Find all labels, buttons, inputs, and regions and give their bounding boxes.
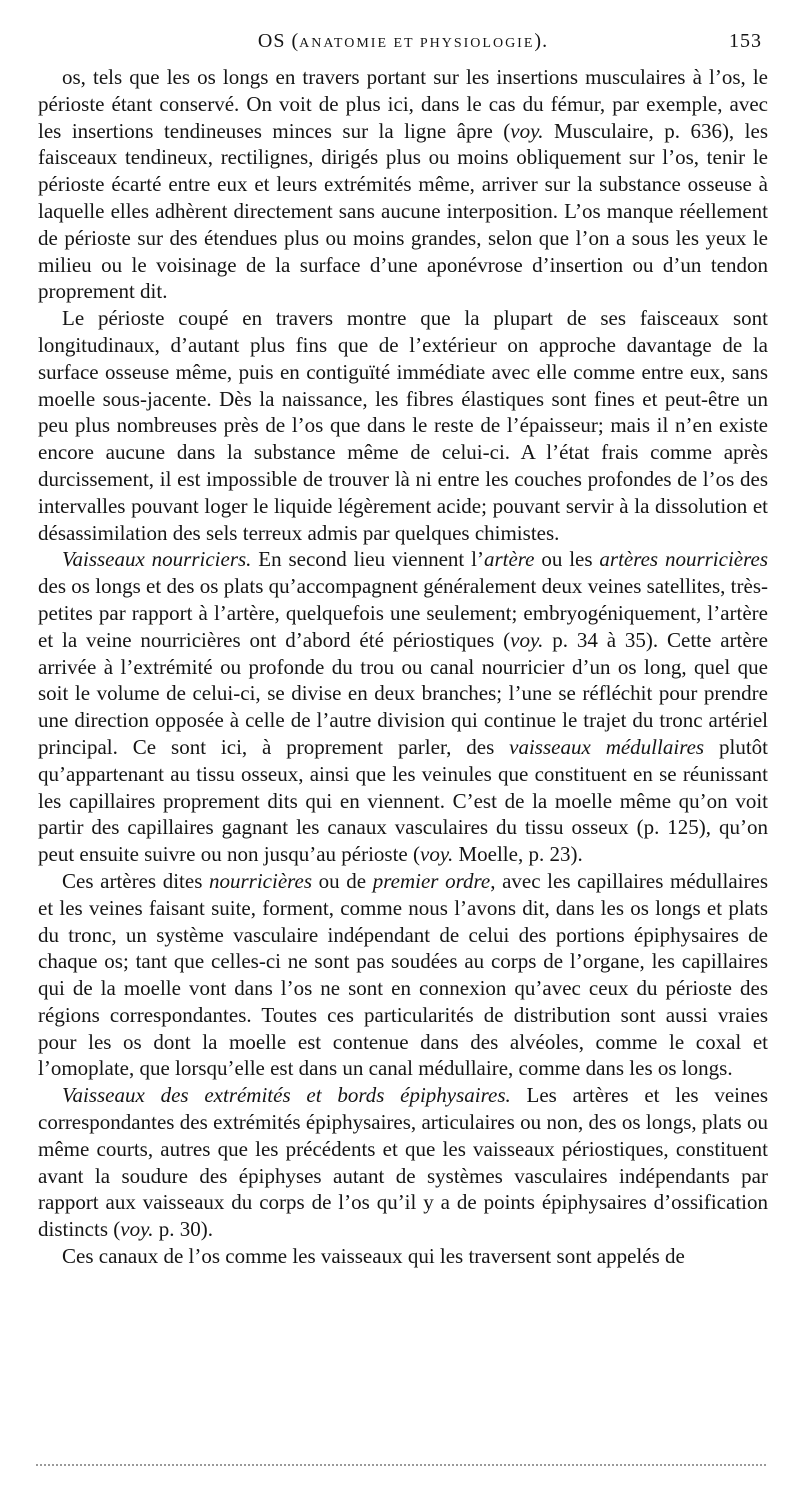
paragraph-4: Ces artères dites nourricières ou de premier ordre, avec les capillaires médullaires et les veines faisant suite, forment, comme nous l’avons dit, dans les os longs et plats du tronc, un système vasculaire indépendant de celui des portions épiphysaires de chaque os; tant que celles-ci ne sont pas soudées au corps de l’organe, les capillaires qui de la moelle vont dans l’os ne sont en connexion qu’avec ceux du périoste des régions correspondantes. Toutes ces particularités de distribution sont aussi vraies pour les os dont la moelle est contenue dans des alvéoles, comme le coxal et l’omoplate, que lorsqu’elle est dans un canal médullaire, comme dans les os longs.: [38, 868, 768, 1081]
running-header: [38, 30, 768, 62]
paragraph-1: os, tels que les os longs en travers portant sur les insertions musculaires à l’os, le périoste étant conservé. On voit de plus ici, dans le cas du fémur, par exemple, avec les insertions tendineuses minces sur la ligne âpre (voy. Musculaire, p. 636), les faisceaux tendineux, rectilignes, dirigés plus ou moins obliquement sur l’os, tenir le périoste écarté entre eux et leurs extrémités même, arriver sur la substance osseuse à laquelle elles adhèrent directement sans aucune interposition. L’os manque réellement de périoste sur des étendues plus ou moins grandes, selon que l’on a sous les yeux le milieu ou le voisinage de la surface d’une aponévrose d’insertion ou d’un tendon proprement dit.: [38, 65, 768, 304]
paragraph-6: Ces canaux de l’os comme les vaisseaux qui les traversent sont appelés de: [62, 1244, 685, 1269]
section-heading-vaisseaux-nourriciers: Vaisseaux nourriciers.: [62, 547, 252, 572]
paragraph-3: Vaisseaux nourriciers. En second lieu viennent l’artère ou les artères nourricières des os longs et des os plats qu’accompagnent généralement deux veines satellites, très-petites par rapport à l’artère, quelquefois une seulement; embryogéniquement, l’artère et la veine nourricières ont d’abord été périostiques (voy. p. 34 à 35). Cette artère arrivée à l’extrémité ou profonde du trou ou canal nourricier d’un os long, quel que soit le volume de celui-ci, se divise en deux branches; l’une se réfléchit pour prendre une direction opposée à celle de l’autre division qui continue le trajet du tronc artériel principal. Ce sont ici, à proprement parler, des vaisseaux médullaires plutôt qu’appartenant au tissu osseux, ainsi que les veinules que constituent en se réunissant les capillaires proprement dits qui en viennent. C’est de la moelle même qu’on voit partir des capillaires gagnant les canaux vasculaires du tissu osseux (p. 125), qu’on peut ensuite suivre ou non jusqu’au périoste (voy. Moelle, p. 23).: [38, 547, 768, 867]
running-title: [38, 30, 768, 53]
title-main: OS (: [257, 30, 300, 52]
footer-rule: [36, 1464, 766, 1467]
title-end: ).: [534, 30, 549, 52]
paragraph-2: Le périoste coupé en travers montre que la plupart de ses faisceaux sont longitudinaux, d’autant plus fins que de l’extérieur on approche davantage de la surface osseuse même, puis en contiguïté immédiate avec elle comme entre eux, sans moelle sous-jacente. Dès la naissance, les fibres élastiques sont fines et peut-être un peu plus nombreuses près de l’os que dans le reste de l’épaisseur; mais il n’en existe encore aucune dans la substance même de celui-ci. A l’état frais comme après durcissement, il est impossible de trouver là ni entre les couches profondes de l’os des intervalles pouvant loger le liquide légèrement acide; pouvant servir à la dissolution et désassimilation des sels terreux admis par quelques chimistes.: [38, 306, 768, 545]
body-text: [38, 64, 768, 1270]
section-heading-vaisseaux-extremites: Vaisseaux des extrémités et bords épiphysaires.: [62, 1083, 511, 1108]
page-number: 153: [729, 30, 762, 52]
paragraph-5: Vaisseaux des extrémités et bords épiphysaires. Les artères et les veines correspondantes des extrémités épiphysaires, articulaires ou non, des os longs, plats ou même courts, autres que les précédents et que les vaisseaux périostiques, constituent avant la soudure des épiphyses autant de systèmes vasculaires indépendants par rapport aux vaisseaux du corps de l’os qu’il y a de points épiphysaires d’ossification distincts (voy. p. 30).: [38, 1083, 768, 1242]
title-small-caps: ANATOMIE ET PHYSIOLOGIE: [299, 36, 535, 51]
